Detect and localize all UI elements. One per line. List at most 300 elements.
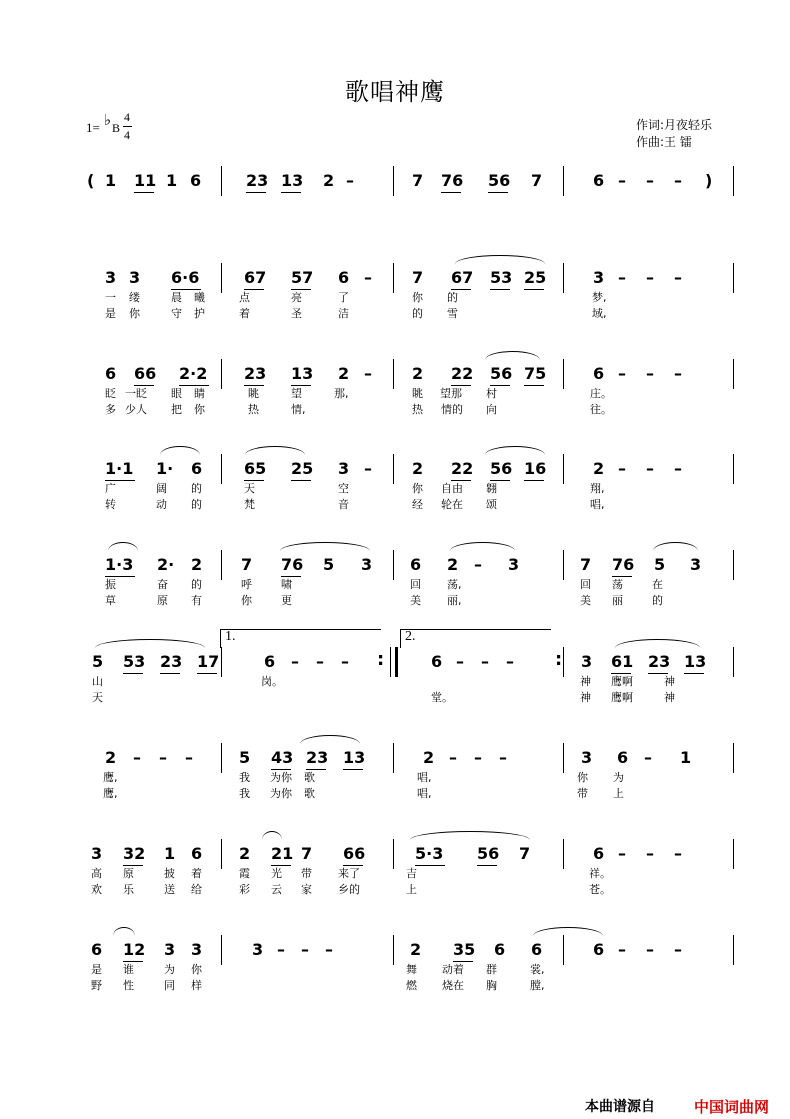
note: 13 — [291, 364, 314, 383]
note: – — [301, 940, 309, 959]
slur — [653, 542, 698, 551]
note: 7 — [412, 171, 424, 190]
lyric-verse2: 烧在 — [442, 979, 464, 992]
note: – — [456, 652, 464, 671]
note: 25 — [524, 268, 547, 287]
note: – — [159, 748, 167, 767]
lyric-verse2: 梵 — [244, 498, 255, 511]
barline — [393, 839, 394, 869]
lyric-verse1: 荡 — [612, 578, 623, 591]
eighth-underline — [160, 673, 180, 674]
eighth-underline — [291, 480, 311, 481]
lyric-verse2: 上 — [613, 787, 624, 800]
lyric-verse1: 你 — [191, 963, 202, 976]
slur — [245, 446, 305, 455]
note: 3 — [581, 748, 593, 767]
lyric-verse1: 霞 — [239, 867, 250, 880]
note: 66 — [134, 364, 157, 383]
lyric-verse2: 护 — [194, 307, 205, 320]
note: – — [674, 459, 682, 478]
barline — [563, 647, 564, 677]
lyric-verse2: 上 — [406, 883, 417, 896]
note: 32 — [123, 844, 146, 863]
barline — [221, 359, 222, 389]
lyric-verse2: 原 — [157, 594, 168, 607]
lyric-verse2: 神 — [580, 691, 591, 704]
lyric-verse2: 洁 — [338, 307, 349, 320]
note: 3 — [508, 555, 520, 574]
lyric-verse2: 堂。 — [431, 691, 453, 704]
lyric-verse1: 村 — [486, 387, 497, 400]
barline — [733, 454, 734, 484]
slur — [300, 735, 360, 744]
note: 53 — [490, 268, 513, 287]
note: 76 — [612, 555, 635, 574]
eighth-underline — [246, 192, 266, 193]
barline — [733, 166, 734, 196]
note: – — [346, 171, 354, 190]
lyric-verse2: 你 — [241, 594, 252, 607]
lyric-verse2: 欢 — [91, 883, 102, 896]
lyric-verse2: 带 — [577, 787, 588, 800]
note: 3 — [593, 268, 605, 287]
lyric-verse1: 的 — [191, 482, 202, 495]
note: – — [364, 459, 372, 478]
note: – — [618, 171, 626, 190]
lyric-verse1: 睛 — [194, 387, 205, 400]
lyric-verse1: 我 — [239, 771, 250, 784]
lyric-verse1: 回 — [580, 578, 591, 591]
eighth-underline — [524, 385, 544, 386]
note: 5·3 — [415, 844, 444, 863]
note: 6 — [191, 844, 203, 863]
lyric-verse2: 乡的 — [338, 883, 360, 896]
lyric-verse1: 眼 — [171, 387, 182, 400]
note: 5 — [323, 555, 335, 574]
lyric-verse1: 披 — [164, 867, 175, 880]
lyric-verse1: 呼 — [241, 578, 252, 591]
lyric-verse2: 胸 — [486, 979, 497, 992]
lyric-verse1: 裳, — [530, 963, 545, 976]
lyric-verse2: 美 — [580, 594, 591, 607]
note: 35 — [453, 940, 476, 959]
note: – — [674, 268, 682, 287]
note: ( — [87, 171, 95, 190]
note: – — [674, 940, 682, 959]
lyric-verse1: 祥。 — [589, 867, 611, 880]
lyric-verse2: 美 — [410, 594, 421, 607]
note: 2 — [338, 364, 350, 383]
note: 6 — [593, 940, 605, 959]
note: 67 — [451, 268, 474, 287]
lyric-verse2: 的 — [412, 307, 423, 320]
note: – — [364, 364, 372, 383]
note: 7 — [241, 555, 253, 574]
note: 3 — [91, 844, 103, 863]
note: 2 — [412, 459, 424, 478]
note: 61 — [611, 652, 634, 671]
lyric-verse1: 带 — [301, 867, 312, 880]
note: 6 — [105, 364, 117, 383]
note: 1 — [680, 748, 692, 767]
barline — [733, 550, 734, 580]
note: 3 — [164, 940, 176, 959]
note: 53 — [123, 652, 146, 671]
barline — [221, 839, 222, 869]
lyric-verse2: 动 — [156, 498, 167, 511]
lyric-verse1: 天 — [244, 482, 255, 495]
note: 6 — [531, 940, 543, 959]
note: 7 — [519, 844, 531, 863]
note: 13 — [684, 652, 707, 671]
lyric-verse2: 转 — [105, 498, 116, 511]
note: 6 — [338, 268, 350, 287]
lyric-verse1: 自由 — [441, 482, 463, 495]
lyric-verse2: 是 — [105, 307, 116, 320]
barline — [733, 839, 734, 869]
slur — [95, 639, 205, 648]
lyric-verse1: 眨 — [105, 387, 116, 400]
lyric-verse1: 谁 — [123, 963, 134, 976]
lyric-verse2: 燃 — [406, 979, 417, 992]
lyric-verse1: 振 — [105, 578, 116, 591]
note: 17 — [197, 652, 220, 671]
lyric-verse2: 向 — [486, 403, 497, 416]
lyric-verse2: 多 — [105, 403, 116, 416]
lyric-verse2: 守 — [171, 307, 182, 320]
note: 2 — [447, 555, 459, 574]
lyric-verse2: 苍。 — [589, 883, 611, 896]
note: 43 — [271, 748, 294, 767]
volta-bracket — [400, 629, 551, 648]
lyric-verse1: 翱 — [486, 482, 497, 495]
note: 67 — [244, 268, 267, 287]
lyric-verse2: 颂 — [486, 498, 497, 511]
lyric-verse2: 域, — [592, 307, 607, 320]
note: – — [618, 268, 626, 287]
lyric-verse2: 送 — [164, 883, 175, 896]
lyric-verse1: 为 — [164, 963, 175, 976]
repeat-sign: : — [377, 649, 385, 670]
note: – — [618, 364, 626, 383]
lyric-verse1: 歌 — [304, 771, 315, 784]
note: – — [133, 748, 141, 767]
slur — [108, 542, 138, 551]
note: – — [618, 940, 626, 959]
lyric-verse1: 眺 — [412, 387, 423, 400]
lyric-verse1: 望 — [291, 387, 302, 400]
barline — [563, 743, 564, 773]
note: 7 — [580, 555, 592, 574]
barline — [563, 166, 564, 196]
lyric-verse1: 光 — [271, 867, 282, 880]
eighth-underline — [524, 480, 544, 481]
key-prefix: 1= — [86, 120, 100, 135]
lyric-verse1: 望那 — [440, 387, 462, 400]
slur — [262, 831, 282, 840]
lyric-verse1: 鹰啊 — [611, 675, 633, 688]
lyric-verse2: 唱, — [590, 498, 605, 511]
double-barline — [395, 647, 398, 677]
song-title: 歌唱神鹰 — [345, 78, 445, 106]
lyric-verse2: 为你 — [270, 787, 292, 800]
note: – — [646, 268, 654, 287]
lyric-verse1: 唱, — [417, 771, 432, 784]
barline — [221, 743, 222, 773]
note: – — [618, 459, 626, 478]
time-beats: 4 — [124, 110, 130, 124]
lyric-verse1: 你 — [412, 482, 423, 495]
note: – — [646, 364, 654, 383]
lyric-verse2: 云 — [271, 883, 282, 896]
slur — [455, 255, 545, 264]
note: 5 — [654, 555, 666, 574]
lyric-verse2: 给 — [191, 883, 202, 896]
lyric-verse1: 回 — [410, 578, 421, 591]
slur — [410, 831, 530, 840]
lyric-verse2: 野 — [91, 979, 102, 992]
lyric-verse1: 缕 — [129, 291, 140, 304]
note: 2 — [410, 940, 422, 959]
note: 12 — [123, 940, 146, 959]
lyric-verse2: 圣 — [291, 307, 302, 320]
note: 2· — [157, 555, 175, 574]
note: 7 — [301, 844, 313, 863]
barline — [393, 743, 394, 773]
note: – — [325, 940, 333, 959]
note: 1 — [166, 171, 178, 190]
note: – — [506, 652, 514, 671]
lyric-verse2: 天 — [92, 691, 103, 704]
note: 23 — [648, 652, 671, 671]
lyric-verse2: 歌 — [304, 787, 315, 800]
note: 2·2 — [179, 364, 208, 383]
barline — [393, 359, 394, 389]
note: 5 — [239, 748, 251, 767]
slur — [485, 351, 540, 360]
lyric-verse2: 我 — [239, 787, 250, 800]
lyric-verse2: 往。 — [590, 403, 612, 416]
slur — [485, 446, 545, 455]
lyric-verse1: 荡, — [447, 578, 462, 591]
eighth-underline — [441, 192, 461, 193]
barline — [563, 935, 564, 965]
note: 3 — [581, 652, 593, 671]
barline — [393, 550, 394, 580]
lyric-verse1: 点 — [239, 291, 250, 304]
lyric-verse1: 庄。 — [590, 387, 612, 400]
note: 56 — [490, 459, 513, 478]
lyric-verse2: 你 — [129, 307, 140, 320]
lyric-verse1: 啸 — [281, 578, 292, 591]
lyric-verse1: 着 — [191, 867, 202, 880]
eighth-underline — [415, 865, 445, 866]
note: ) — [705, 171, 713, 190]
lyric-verse2: 更 — [281, 594, 292, 607]
lyric-verse2: 样 — [191, 979, 202, 992]
note: – — [674, 844, 682, 863]
barline — [563, 359, 564, 389]
note: 6 — [617, 748, 629, 767]
note: – — [646, 844, 654, 863]
lyric-verse2: 彩 — [239, 883, 250, 896]
note: 3 — [361, 555, 373, 574]
lyric-verse2: 热 — [248, 403, 259, 416]
lyric-verse2: 膛, — [530, 979, 545, 992]
note: 2 — [239, 844, 251, 863]
lyric-verse2: 的 — [652, 594, 663, 607]
barline — [563, 454, 564, 484]
lyric-verse1: 广 — [105, 482, 116, 495]
note: 2 — [593, 459, 605, 478]
lyric-verse1: 曦 — [194, 291, 205, 304]
note: 1·3 — [105, 555, 134, 574]
barline — [390, 647, 391, 677]
site-name: 中国词曲网 — [694, 1098, 770, 1116]
lyric-verse2: 的 — [191, 498, 202, 511]
barline — [221, 454, 222, 484]
note: 3 — [105, 268, 117, 287]
eighth-underline — [134, 192, 154, 193]
note: 16 — [524, 459, 547, 478]
lyric-verse1: 原 — [123, 867, 134, 880]
note: 6 — [593, 171, 605, 190]
note: 1· — [156, 459, 174, 478]
note: 76 — [281, 555, 304, 574]
lyric-verse1: 是 — [91, 963, 102, 976]
note: 56 — [477, 844, 500, 863]
lyric-verse1: 晨 — [171, 291, 182, 304]
lyric-verse2: 轮在 — [441, 498, 463, 511]
flat-sign: ♭ — [104, 113, 112, 129]
lyric-verse2: 草 — [105, 594, 116, 607]
lyric-verse1: 动着 — [442, 963, 464, 976]
note: 2 — [105, 748, 117, 767]
lyric-verse1: 一眨 — [125, 387, 147, 400]
lyric-verse1: 舞 — [406, 963, 417, 976]
note: 13 — [281, 171, 304, 190]
note: 3 — [690, 555, 702, 574]
key-note: B — [112, 121, 121, 135]
composer-credit: 作曲:王 镭 — [636, 135, 692, 149]
lyric-verse1: 阔 — [156, 482, 167, 495]
note: 22 — [451, 459, 474, 478]
lyric-verse1: 一 — [105, 291, 116, 304]
lyric-verse1: 空 — [338, 482, 349, 495]
note: 23 — [160, 652, 183, 671]
note: 7 — [412, 268, 424, 287]
key-signature — [86, 110, 146, 150]
note: – — [291, 652, 299, 671]
note: 13 — [343, 748, 366, 767]
lyric-verse2: 丽, — [447, 594, 462, 607]
slur — [113, 927, 135, 936]
volta-bracket — [220, 629, 381, 648]
note: – — [499, 748, 507, 767]
lyric-verse2: 你 — [194, 403, 205, 416]
lyric-verse1: 高 — [91, 867, 102, 880]
note: 1 — [164, 844, 176, 863]
volta-number: 2. — [405, 629, 416, 644]
lyric-verse1: 来了 — [338, 867, 360, 880]
lyric-verse1: 岗。 — [261, 675, 283, 688]
note: 22 — [451, 364, 474, 383]
note: 23 — [306, 748, 329, 767]
barline — [221, 935, 222, 965]
note: – — [644, 748, 652, 767]
time-divider — [123, 126, 132, 127]
lyric-verse1: 奋 — [157, 578, 168, 591]
note: – — [674, 364, 682, 383]
note: 6 — [190, 171, 202, 190]
barline — [221, 550, 222, 580]
note: – — [618, 844, 626, 863]
lyric-verse2: 有 — [191, 594, 202, 607]
note: 6 — [494, 940, 506, 959]
note: 1·1 — [105, 459, 134, 478]
lyric-verse1: 的 — [191, 578, 202, 591]
lyric-verse2: 丽 — [612, 594, 623, 607]
barline — [733, 359, 734, 389]
barline — [563, 550, 564, 580]
lyric-verse1: 吉 — [406, 867, 417, 880]
eighth-underline — [197, 673, 217, 674]
eighth-underline — [281, 192, 301, 193]
lyric-verse1: 神 — [580, 675, 591, 688]
lyric-verse1: 你 — [577, 771, 588, 784]
note: 2 — [323, 171, 335, 190]
lyric-verse1: 山 — [92, 675, 103, 688]
lyric-verse1: 群 — [486, 963, 497, 976]
barline — [733, 743, 734, 773]
source-label: 本曲谱源自 — [585, 1099, 655, 1115]
lyric-verse1: 在 — [652, 578, 663, 591]
repeat-sign: : — [555, 649, 563, 670]
note: – — [364, 268, 372, 287]
note: 3 — [191, 940, 203, 959]
note: 57 — [291, 268, 314, 287]
barline — [563, 839, 564, 869]
lyric-verse1: 亮 — [291, 291, 302, 304]
note: 6 — [593, 364, 605, 383]
note: 23 — [246, 171, 269, 190]
barline — [393, 263, 394, 293]
lyric-verse2: 热 — [412, 403, 423, 416]
note: 56 — [488, 171, 511, 190]
note: 2 — [412, 364, 424, 383]
lyric-verse2: 少人 — [125, 403, 147, 416]
lyric-verse1: 梦, — [592, 291, 607, 304]
slur — [160, 446, 200, 455]
lyric-verse1: 你 — [412, 291, 423, 304]
note: 56 — [490, 364, 513, 383]
lyric-verse2: 家 — [301, 883, 312, 896]
barline — [563, 263, 564, 293]
lyric-verse1: 为你 — [270, 771, 292, 784]
note: 6 — [593, 844, 605, 863]
eighth-underline — [488, 192, 508, 193]
lyric-verse2: 经 — [412, 498, 423, 511]
note: 5 — [92, 652, 104, 671]
lyric-verse2: 情的 — [441, 403, 463, 416]
note: 6 — [410, 555, 422, 574]
note: – — [646, 171, 654, 190]
note: 6 — [264, 652, 276, 671]
note: 65 — [244, 459, 267, 478]
note: 6 — [431, 652, 443, 671]
note: – — [277, 940, 285, 959]
eighth-underline — [524, 289, 544, 290]
